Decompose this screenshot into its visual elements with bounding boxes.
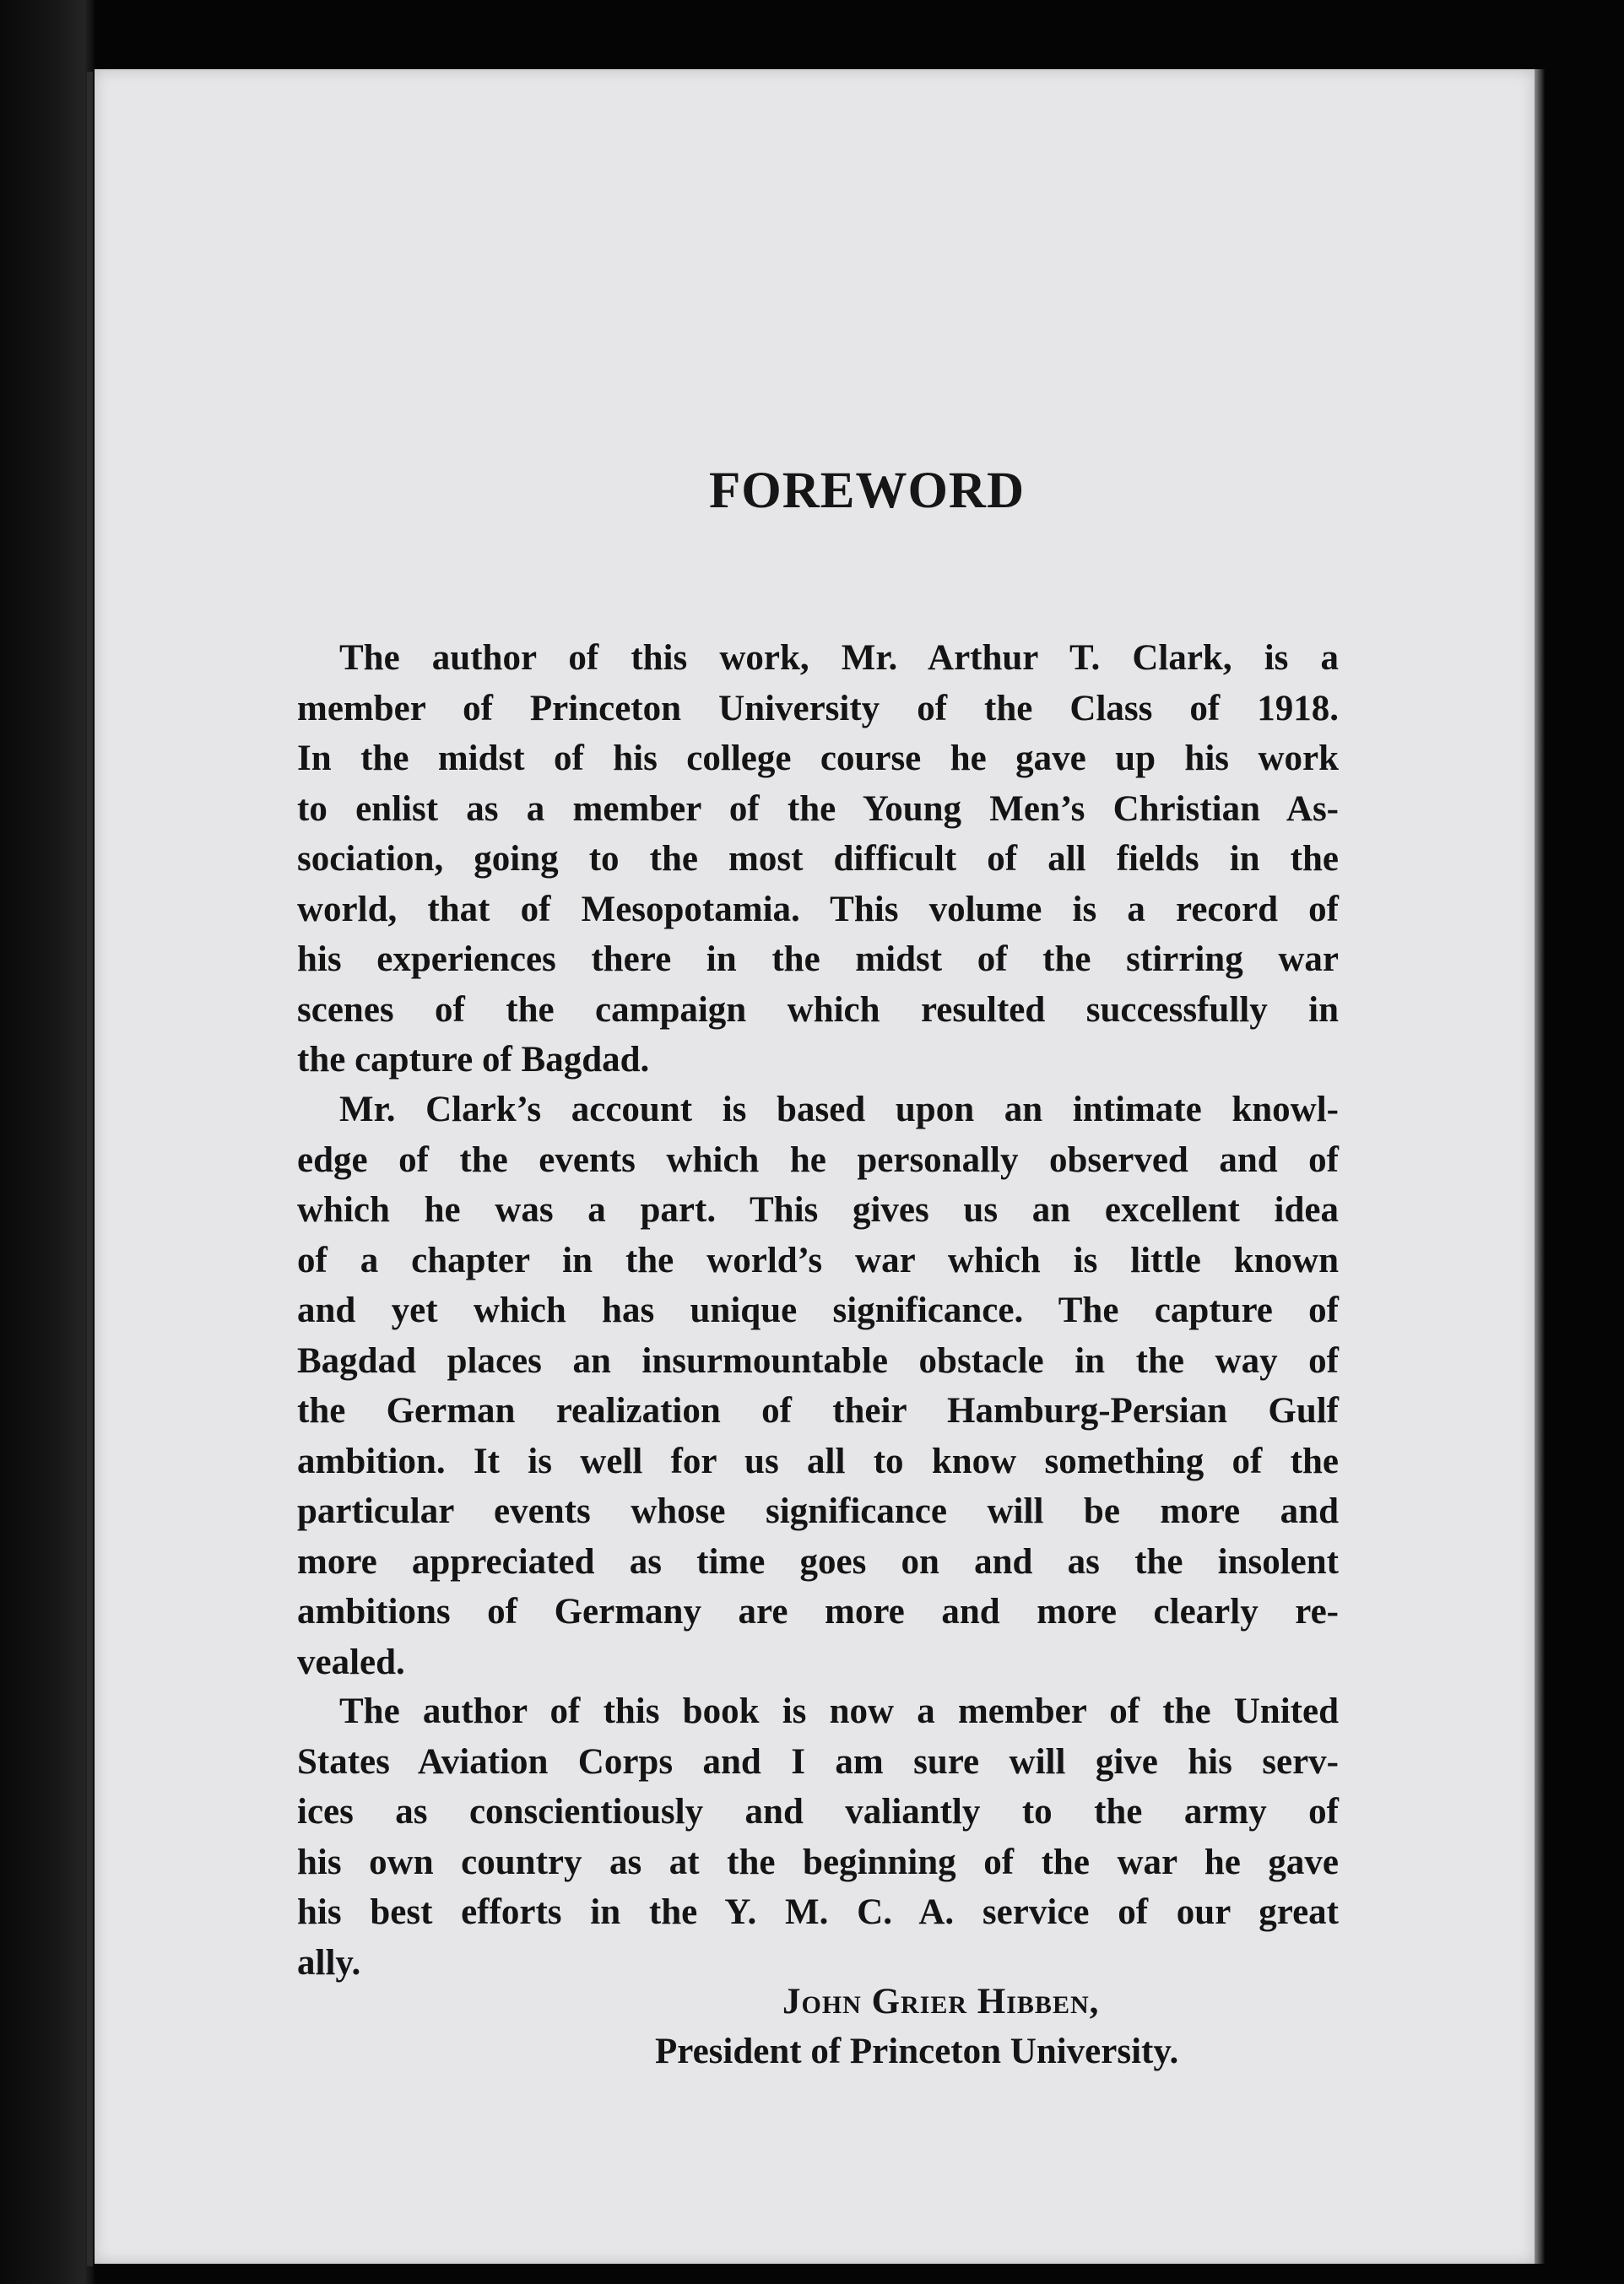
text-line: his experiences there in the midst of the stirring war <box>297 939 1339 979</box>
text-line: world, that of Mesopotamia. This volume is a record of <box>297 889 1339 929</box>
signature-title: President of Princeton University. <box>655 2032 1179 2071</box>
text-line: and yet which has unique significance. The capture of <box>297 1291 1339 1330</box>
text-line: more appreciated as time goes on and as the insolent <box>297 1541 1339 1582</box>
book-page <box>95 69 1535 2264</box>
text-line: States Aviation Corps and I am sure will give his serv- <box>297 1741 1339 1782</box>
paragraph-2 <box>297 1085 1339 1687</box>
page-title: FOREWORD <box>709 463 1025 519</box>
text-line: which he was a part. This gives us an excellent idea <box>297 1190 1339 1230</box>
text-line: The author of this work, Mr. Arthur T. Clark, is a <box>339 638 1339 678</box>
left-page-edge <box>0 0 95 2284</box>
paragraph-3 <box>297 1686 1339 1988</box>
signature-name: John Grier Hibben, <box>782 1982 1100 2022</box>
text-line: of a chapter in the world’s war which is little known <box>297 1240 1339 1280</box>
page-right-shadow <box>1535 69 1545 2264</box>
text-line: ally. <box>297 1942 361 1983</box>
text-line: scenes of the campaign which resulted successfully in <box>297 989 1339 1030</box>
text-line: edge of the events which he personally observed and of <box>297 1139 1339 1180</box>
text-line: Bagdad places an insurmountable obstacle in the way of <box>297 1340 1339 1381</box>
text-line: the German realization of their Hamburg-Persian Gulf <box>297 1391 1339 1431</box>
paragraph-1 <box>297 633 1339 1085</box>
book-spine-shadow <box>87 72 93 2266</box>
text-line: The author of this book is now a member of the United <box>339 1691 1339 1731</box>
text-line: vealed. <box>297 1642 405 1682</box>
text-line: sociation, going to the most difficult of all fields in the <box>297 839 1339 879</box>
text-line: particular events whose significance will be more and <box>297 1491 1339 1531</box>
text-line: his best efforts in the Y. M. C. A. service of our great <box>297 1892 1339 1932</box>
text-line: ambitions of Germany are more and more clearly re- <box>297 1592 1339 1632</box>
text-line: the capture of Bagdad. <box>297 1040 650 1080</box>
text-line: his own country as at the beginning of the war he gave <box>297 1842 1339 1882</box>
text-line: to enlist as a member of the Young Men’s Christian As- <box>297 788 1339 829</box>
text-line: Mr. Clark’s account is based upon an intimate knowl- <box>339 1090 1339 1129</box>
text-line: ambition. It is well for us all to know something of the <box>297 1441 1339 1481</box>
text-line: ices as conscientiously and valiantly to the army of <box>297 1792 1339 1832</box>
text-line: In the midst of his college course he gave up his work <box>297 739 1339 778</box>
text-line: member of Princeton University of the Class of 1918. <box>297 688 1339 728</box>
